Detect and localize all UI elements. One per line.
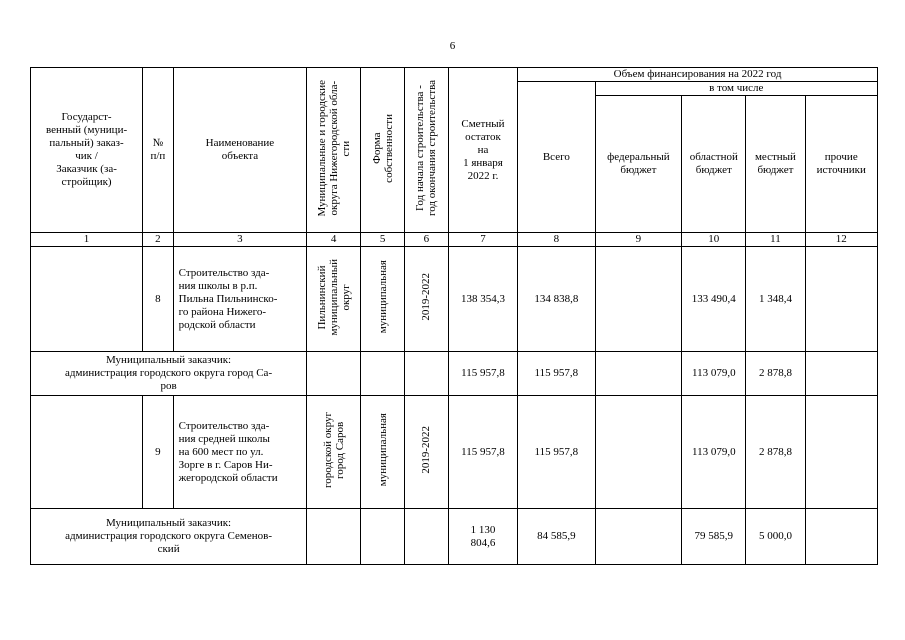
row-municipality: Пильнинский муниципальный округ — [307, 247, 361, 352]
header-regional: областной бюджет — [682, 96, 746, 233]
column-number: 1 — [31, 233, 143, 247]
column-number: 9 — [595, 233, 682, 247]
row-total: 134 838,8 — [518, 247, 595, 352]
customer-federal — [595, 352, 682, 396]
column-number: 6 — [405, 233, 449, 247]
customer-label: Муниципальный заказчик: администрация городского округа город Са- ров — [31, 352, 307, 396]
customer-empty — [361, 352, 405, 396]
row-federal — [595, 396, 682, 509]
row-name: Строительство зда- ния средней школы на 600 мест по ул. Зорге в г. Саров Ни- жегородской области — [173, 396, 307, 509]
header-including: в том числе — [595, 82, 877, 96]
table-row — [31, 396, 878, 509]
row-customer-cell — [31, 396, 143, 509]
header-years: Год начала строительства - год окончания строительства — [405, 68, 449, 233]
customer-empty — [307, 352, 361, 396]
column-number: 7 — [448, 233, 517, 247]
header-federal: федеральный бюджет — [595, 96, 682, 233]
row-name: Строительство зда- ния школы в р.п. Пильна Пильнинско- го района Нижего- родской области — [173, 247, 307, 352]
column-number: 5 — [361, 233, 405, 247]
row-years: 2019-2022 — [405, 396, 449, 509]
row-other — [805, 247, 878, 352]
header-other: прочие источники — [805, 96, 878, 233]
header-funding-group: Объем финансирования на 2022 год — [518, 68, 878, 82]
row-ownership: муниципальная — [361, 247, 405, 352]
customer-row — [31, 509, 878, 565]
row-ownership: муниципальная — [361, 396, 405, 509]
row-local: 2 878,8 — [746, 396, 805, 509]
customer-empty — [405, 509, 449, 565]
header-name: Наименование объекта — [173, 68, 307, 233]
page-number: 6 — [449, 40, 456, 52]
header-estimate: Сметный остаток на 1 января 2022 г. — [448, 68, 517, 233]
header-ownership: Форма собственности — [361, 68, 405, 233]
header-num: № п/п — [143, 68, 174, 233]
customer-regional: 113 079,0 — [682, 352, 746, 396]
customer-federal — [595, 509, 682, 565]
customer-total: 115 957,8 — [518, 352, 595, 396]
row-total: 115 957,8 — [518, 396, 595, 509]
customer-total: 84 585,9 — [518, 509, 595, 565]
column-number-row — [31, 233, 878, 247]
row-num: 8 — [143, 247, 174, 352]
customer-local: 2 878,8 — [746, 352, 805, 396]
row-regional: 113 079,0 — [682, 396, 746, 509]
row-municipality: городской округ город Саров — [307, 396, 361, 509]
customer-other — [805, 352, 878, 396]
row-federal — [595, 247, 682, 352]
row-customer-cell — [31, 247, 143, 352]
customer-empty — [307, 509, 361, 565]
row-regional: 133 490,4 — [682, 247, 746, 352]
header-total: Всего — [518, 82, 595, 233]
customer-regional: 79 585,9 — [682, 509, 746, 565]
row-other — [805, 396, 878, 509]
customer-estimate: 1 130 804,6 — [448, 509, 517, 565]
row-local: 1 348,4 — [746, 247, 805, 352]
row-years: 2019-2022 — [405, 247, 449, 352]
customer-estimate: 115 957,8 — [448, 352, 517, 396]
row-estimate: 138 354,3 — [448, 247, 517, 352]
financing-table — [30, 67, 878, 565]
customer-empty — [361, 509, 405, 565]
header-municipality: Муниципальные и городские округа Нижегородской обла- сти — [307, 68, 361, 233]
column-number: 11 — [746, 233, 805, 247]
row-estimate: 115 957,8 — [448, 396, 517, 509]
header-local: местный бюджет — [746, 96, 805, 233]
column-number: 4 — [307, 233, 361, 247]
column-number: 10 — [682, 233, 746, 247]
row-num: 9 — [143, 396, 174, 509]
column-number: 8 — [518, 233, 595, 247]
customer-row — [31, 352, 878, 396]
column-number: 12 — [805, 233, 878, 247]
customer-label: Муниципальный заказчик: администрация городского округа Семенов- ский — [31, 509, 307, 565]
column-number: 3 — [173, 233, 307, 247]
customer-empty — [405, 352, 449, 396]
table-row — [31, 247, 878, 352]
customer-other — [805, 509, 878, 565]
column-number: 2 — [143, 233, 174, 247]
header-customer: Государст- венный (муници- пальный) заказ- чик / Заказчик (за- стройщик) — [31, 68, 143, 233]
customer-local: 5 000,0 — [746, 509, 805, 565]
